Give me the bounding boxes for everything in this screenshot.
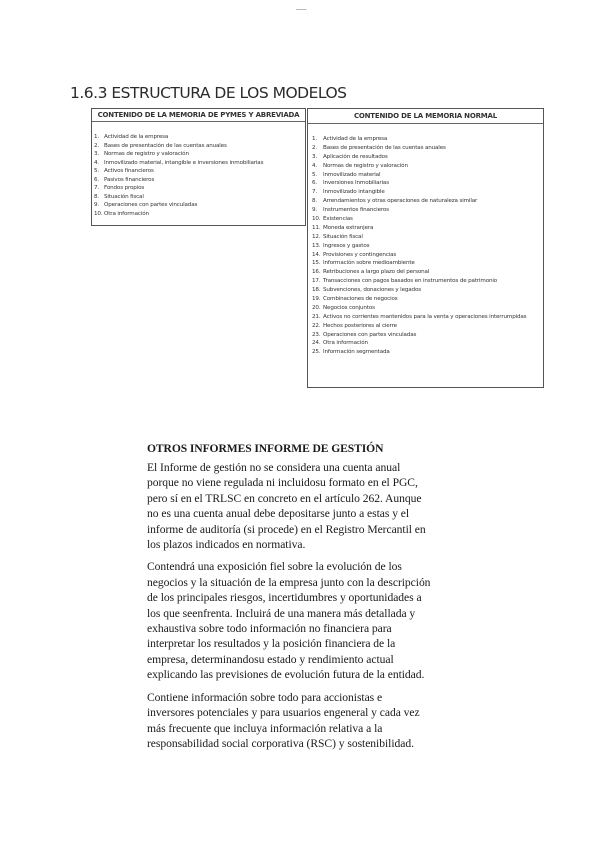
item-label: Transacciones con pagos basados en instrumentos de patrimonio xyxy=(323,278,498,285)
item-label: Normas de registro y valoración xyxy=(323,162,408,169)
list-item xyxy=(312,348,543,357)
item-label: Negocios conjuntos xyxy=(323,304,375,311)
informe-gestion-section xyxy=(147,441,463,758)
normal-item-list xyxy=(308,124,543,357)
list-item xyxy=(94,176,305,185)
item-label: Activos no corrientes mantenidos para la venta y operaciones interrumpidas xyxy=(323,313,527,320)
item-number: 5. xyxy=(312,171,318,178)
item-label: Provisiones y contingencias xyxy=(323,251,397,258)
list-item xyxy=(312,313,543,322)
item-number: 8. xyxy=(312,198,318,205)
list-item xyxy=(94,167,305,176)
list-item xyxy=(312,171,543,180)
pymes-box-header: CONTENIDO DE LA MEMORIA DE PYMES Y ABREVIADA xyxy=(92,109,305,122)
item-label: Ingresos y gastos xyxy=(323,242,370,249)
list-item xyxy=(312,339,543,348)
item-label: Operaciones con partes vinculadas xyxy=(104,202,198,209)
item-number: 7. xyxy=(94,185,100,192)
list-item xyxy=(312,224,543,233)
item-number: 10. xyxy=(312,216,321,223)
item-number: 1. xyxy=(312,136,318,142)
item-label: Aplicación de resultados xyxy=(323,153,388,160)
item-number: 9. xyxy=(312,207,318,214)
list-item xyxy=(94,201,305,210)
item-number: 12. xyxy=(312,233,321,240)
item-number: 4. xyxy=(94,159,100,166)
item-label: Otra información xyxy=(323,340,368,347)
item-label: Fondos propios xyxy=(104,185,145,192)
pymes-item-list xyxy=(92,122,305,218)
list-item xyxy=(312,295,543,304)
list-item xyxy=(312,197,543,206)
item-number: 15. xyxy=(312,260,321,267)
item-number: 25. xyxy=(312,349,321,356)
item-number: 16. xyxy=(312,269,321,276)
list-item xyxy=(94,142,305,151)
list-item xyxy=(312,179,543,188)
normal-box-header: CONTENIDO DE LA MEMORIA NORMAL xyxy=(308,109,543,124)
item-label: Inversiones Inmobiliarias xyxy=(323,180,389,187)
list-item xyxy=(312,206,543,215)
item-label: Situación fiscal xyxy=(104,193,144,200)
item-number: 3. xyxy=(312,153,318,160)
list-item xyxy=(312,304,543,313)
list-item xyxy=(312,162,543,171)
item-label: Combinaciones de negocios xyxy=(323,296,398,303)
item-label: Moneda extranjera xyxy=(323,224,374,231)
list-item xyxy=(312,144,543,153)
item-number: 23. xyxy=(312,331,321,338)
item-label: Bases de presentación de las cuentas anuales xyxy=(323,144,446,151)
item-label: Pasivos financieros xyxy=(104,176,155,183)
informe-heading: OTROS INFORMES INFORME DE GESTIÓN xyxy=(147,442,384,455)
list-item xyxy=(94,150,305,159)
list-item xyxy=(312,322,543,331)
item-label: Existencias xyxy=(323,216,353,223)
list-item xyxy=(94,159,305,168)
item-label: Situación fiscal xyxy=(323,233,363,240)
item-number: 6. xyxy=(312,180,318,187)
list-item xyxy=(312,331,543,340)
section-title: 1.6.3 ESTRUCTURA DE LOS MODELOS xyxy=(70,84,347,102)
item-label: Activos financieros xyxy=(104,168,154,175)
list-item xyxy=(312,242,543,251)
informe-paragraph-1: El Informe de gestión no se considera una cuenta anual porque no viene regulada ni incluidosu formato en el PGC, pero sí en el TRLSC en concreto en el artículo 262. Aunque no es una cuenta anual debe depositarse junto a estas y el informe de auditoría (si procede) en el Registro Mercantil en los plazos indicados en normativa. xyxy=(147,461,426,552)
list-item xyxy=(312,188,543,197)
list-item xyxy=(312,135,543,144)
item-number: 5. xyxy=(94,168,100,175)
item-label: Actividad de la empresa xyxy=(323,136,388,142)
item-number: 3. xyxy=(94,151,100,158)
item-label: Normas de registro y valoración xyxy=(104,151,189,158)
item-number: 10. xyxy=(94,210,103,217)
item-label: Hechos posteriores al cierre xyxy=(323,322,397,329)
item-number: 1. xyxy=(94,134,100,140)
item-number: 19. xyxy=(312,296,321,303)
item-label: Arrendamientos y otras operaciones de naturaleza similar xyxy=(323,198,478,205)
list-item xyxy=(94,133,305,142)
list-item xyxy=(312,277,543,286)
list-item xyxy=(94,193,305,202)
item-label: Operaciones con partes vinculadas xyxy=(323,331,417,338)
list-item xyxy=(312,259,543,268)
list-item xyxy=(312,268,543,277)
list-item xyxy=(94,184,305,193)
item-label: Otra información xyxy=(104,210,149,217)
list-item xyxy=(94,210,305,219)
item-number: 22. xyxy=(312,322,321,329)
list-item xyxy=(312,153,543,162)
item-label: Instrumentos financieros xyxy=(323,207,389,214)
item-label: Información segmentada xyxy=(323,349,390,356)
item-label: Subvenciones, donaciones y legados xyxy=(323,287,421,294)
pymes-memory-box xyxy=(91,108,306,226)
list-item xyxy=(312,286,543,295)
item-number: 13. xyxy=(312,242,321,249)
item-label: Inmovilizado intangible xyxy=(323,189,385,196)
item-number: 24. xyxy=(312,340,321,347)
item-number: 21. xyxy=(312,313,321,320)
item-label: Inmovilizado material xyxy=(323,171,381,178)
normal-memory-box xyxy=(307,108,544,388)
item-number: 20. xyxy=(312,304,321,311)
item-number: 14. xyxy=(312,251,321,258)
item-label: Información sobre medioambiente xyxy=(323,260,415,267)
item-label: Actividad de la empresa xyxy=(104,134,169,140)
informe-paragraph-2: Contendrá una exposición fiel sobre la evolución de los negocios y la situación de la empresa junto con la descripción de los principales riesgos, incertidumbres y oportunidades a los que seenfrenta. Incluirá de una manera más detallada y exhaustiva sobre todo información no financiera para interpretar los resultados y la posición financiera de la empresa, determinandosu estado y rendimiento actual explicando las previsiones de evolución futura de la entidad. xyxy=(147,560,431,682)
item-number: 2. xyxy=(312,144,318,151)
informe-paragraph-3: Contiene información sobre todo para accionistas e inversores potenciales y para usuarios engeneral y cada vez más frecuente que incluya información relativa a la responsabilidad social corporativa (RSC) y sostenibilidad. xyxy=(147,690,420,750)
item-number: 6. xyxy=(94,176,100,183)
page-mark: ___ xyxy=(296,2,307,10)
item-number: 2. xyxy=(94,142,100,149)
item-number: 18. xyxy=(312,287,321,294)
item-label: Retribuciones a largo plazo del personal xyxy=(323,269,430,276)
item-number: 9. xyxy=(94,202,100,209)
item-number: 7. xyxy=(312,189,318,196)
list-item xyxy=(312,215,543,224)
item-number: 8. xyxy=(94,193,100,200)
item-label: Inmovilizado material, intangible e inversiones inmobiliarias xyxy=(104,159,264,166)
list-item xyxy=(312,251,543,260)
item-label: Bases de presentación de las cuentas anuales xyxy=(104,142,227,149)
item-number: 17. xyxy=(312,278,321,285)
item-number: 11. xyxy=(312,224,321,231)
item-number: 4. xyxy=(312,162,318,169)
list-item xyxy=(312,233,543,242)
